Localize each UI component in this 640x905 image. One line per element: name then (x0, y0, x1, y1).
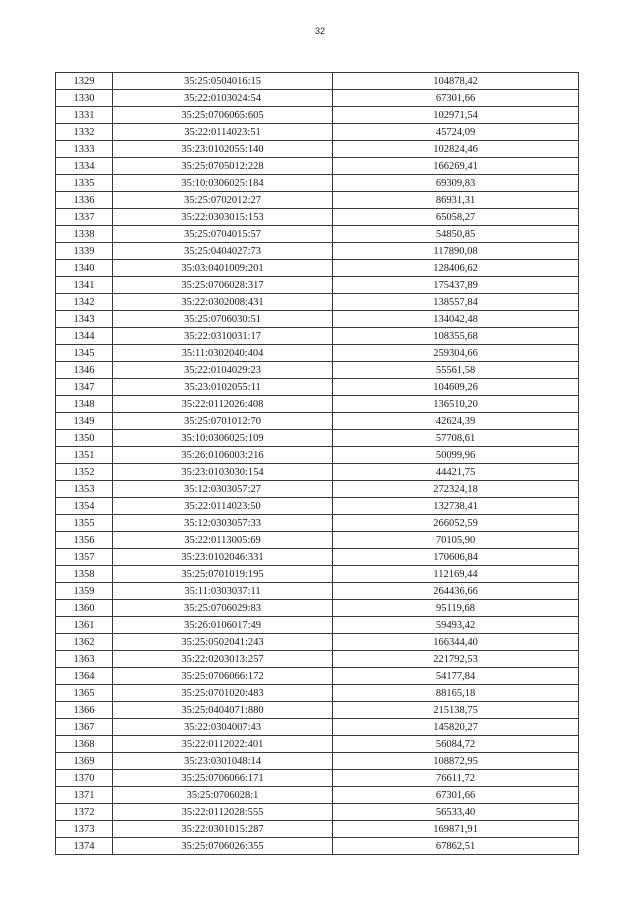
cadastral-number-cell: 35:25:0404027:73 (113, 243, 333, 260)
value-cell: 67301,66 (333, 787, 579, 804)
row-number-cell: 1352 (56, 464, 113, 481)
value-cell: 134042,48 (333, 311, 579, 328)
cadastral-number-cell: 35:22:0114023:50 (113, 498, 333, 515)
table-row (56, 413, 579, 430)
value-cell: 44421,75 (333, 464, 579, 481)
cadastral-number-cell: 35:22:0301015:287 (113, 821, 333, 838)
row-number-cell: 1358 (56, 566, 113, 583)
table-row (56, 498, 579, 515)
cadastral-number-cell: 35:25:0701012:70 (113, 413, 333, 430)
row-number-cell: 1360 (56, 600, 113, 617)
value-cell: 112169,44 (333, 566, 579, 583)
cadastral-number-cell: 35:25:0701019:195 (113, 566, 333, 583)
value-cell: 166269,41 (333, 158, 579, 175)
table-row (56, 685, 579, 702)
row-number-cell: 1374 (56, 838, 113, 855)
value-cell: 128406,62 (333, 260, 579, 277)
value-cell: 56533,40 (333, 804, 579, 821)
table-row (56, 702, 579, 719)
row-number-cell: 1347 (56, 379, 113, 396)
value-cell: 59493,42 (333, 617, 579, 634)
row-number-cell: 1373 (56, 821, 113, 838)
row-number-cell: 1338 (56, 226, 113, 243)
table-row (56, 277, 579, 294)
row-number-cell: 1336 (56, 192, 113, 209)
row-number-cell: 1354 (56, 498, 113, 515)
table-row (56, 328, 579, 345)
table-row (56, 804, 579, 821)
cadastral-number-cell: 35:23:0102046:331 (113, 549, 333, 566)
row-number-cell: 1365 (56, 685, 113, 702)
cadastral-number-cell: 35:25:0706066:172 (113, 668, 333, 685)
row-number-cell: 1345 (56, 345, 113, 362)
cadastral-number-cell: 35:22:0112028:555 (113, 804, 333, 821)
table-row (56, 634, 579, 651)
registry-table-body (56, 73, 579, 855)
value-cell: 215138,75 (333, 702, 579, 719)
cadastral-number-cell: 35:25:0705012:228 (113, 158, 333, 175)
row-number-cell: 1371 (56, 787, 113, 804)
table-row (56, 209, 579, 226)
cadastral-number-cell: 35:22:0114023:51 (113, 124, 333, 141)
cadastral-number-cell: 35:25:0702012:27 (113, 192, 333, 209)
row-number-cell: 1356 (56, 532, 113, 549)
value-cell: 166344,40 (333, 634, 579, 651)
table-row (56, 243, 579, 260)
row-number-cell: 1341 (56, 277, 113, 294)
cadastral-number-cell: 35:22:0302008:431 (113, 294, 333, 311)
cadastral-number-cell: 35:23:0301048:14 (113, 753, 333, 770)
value-cell: 264436,66 (333, 583, 579, 600)
value-cell: 175437,89 (333, 277, 579, 294)
cadastral-number-cell: 35:25:0706065:605 (113, 107, 333, 124)
row-number-cell: 1349 (56, 413, 113, 430)
cadastral-number-cell: 35:22:0203013:257 (113, 651, 333, 668)
row-number-cell: 1366 (56, 702, 113, 719)
value-cell: 117890,08 (333, 243, 579, 260)
row-number-cell: 1350 (56, 430, 113, 447)
table-row (56, 549, 579, 566)
cadastral-number-cell: 35:12:0303057:27 (113, 481, 333, 498)
table-row (56, 124, 579, 141)
value-cell: 65058,27 (333, 209, 579, 226)
table-row (56, 583, 579, 600)
cadastral-number-cell: 35:12:0303057:33 (113, 515, 333, 532)
value-cell: 57708,61 (333, 430, 579, 447)
cadastral-number-cell: 35:25:0706028:317 (113, 277, 333, 294)
table-row (56, 90, 579, 107)
value-cell: 108355,68 (333, 328, 579, 345)
value-cell: 56084,72 (333, 736, 579, 753)
row-number-cell: 1343 (56, 311, 113, 328)
cadastral-number-cell: 35:22:0104029:23 (113, 362, 333, 379)
cadastral-number-cell: 35:26:0106003:216 (113, 447, 333, 464)
value-cell: 54850,85 (333, 226, 579, 243)
value-cell: 69309,83 (333, 175, 579, 192)
row-number-cell: 1333 (56, 141, 113, 158)
row-number-cell: 1362 (56, 634, 113, 651)
table-row (56, 617, 579, 634)
row-number-cell: 1329 (56, 73, 113, 90)
value-cell: 88165,18 (333, 685, 579, 702)
table-row (56, 481, 579, 498)
cadastral-number-cell: 35:03:0401009:201 (113, 260, 333, 277)
value-cell: 132738,41 (333, 498, 579, 515)
row-number-cell: 1332 (56, 124, 113, 141)
table-row (56, 226, 579, 243)
row-number-cell: 1344 (56, 328, 113, 345)
cadastral-number-cell: 35:22:0310031:17 (113, 328, 333, 345)
row-number-cell: 1339 (56, 243, 113, 260)
value-cell: 86931,31 (333, 192, 579, 209)
cadastral-number-cell: 35:22:0112026:408 (113, 396, 333, 413)
value-cell: 169871,91 (333, 821, 579, 838)
row-number-cell: 1355 (56, 515, 113, 532)
row-number-cell: 1346 (56, 362, 113, 379)
table-row (56, 362, 579, 379)
table-row (56, 566, 579, 583)
table-row (56, 141, 579, 158)
row-number-cell: 1337 (56, 209, 113, 226)
row-number-cell: 1363 (56, 651, 113, 668)
table-row (56, 107, 579, 124)
cadastral-number-cell: 35:25:0502041:243 (113, 634, 333, 651)
table-row (56, 73, 579, 90)
row-number-cell: 1330 (56, 90, 113, 107)
row-number-cell: 1361 (56, 617, 113, 634)
value-cell: 145820,27 (333, 719, 579, 736)
value-cell: 102824,46 (333, 141, 579, 158)
value-cell: 70105,90 (333, 532, 579, 549)
row-number-cell: 1353 (56, 481, 113, 498)
value-cell: 54177,84 (333, 668, 579, 685)
row-number-cell: 1351 (56, 447, 113, 464)
row-number-cell: 1370 (56, 770, 113, 787)
table-row (56, 753, 579, 770)
value-cell: 50099,96 (333, 447, 579, 464)
table-row (56, 311, 579, 328)
table-row (56, 651, 579, 668)
table-row (56, 430, 579, 447)
cadastral-number-cell: 35:25:0504016:15 (113, 73, 333, 90)
cadastral-number-cell: 35:22:0103024:54 (113, 90, 333, 107)
table-row (56, 532, 579, 549)
row-number-cell: 1369 (56, 753, 113, 770)
row-number-cell: 1335 (56, 175, 113, 192)
value-cell: 170606,84 (333, 549, 579, 566)
row-number-cell: 1367 (56, 719, 113, 736)
table-row (56, 345, 579, 362)
cadastral-number-cell: 35:10:0306025:184 (113, 175, 333, 192)
cadastral-number-cell: 35:22:0112022:401 (113, 736, 333, 753)
cadastral-number-cell: 35:23:0102055:140 (113, 141, 333, 158)
cadastral-number-cell: 35:25:0706029:83 (113, 600, 333, 617)
table-row (56, 736, 579, 753)
table-row (56, 175, 579, 192)
value-cell: 42624,39 (333, 413, 579, 430)
cadastral-number-cell: 35:23:0103030:154 (113, 464, 333, 481)
table-row (56, 787, 579, 804)
cadastral-number-cell: 35:25:0701020:483 (113, 685, 333, 702)
cadastral-number-cell: 35:22:0303015:153 (113, 209, 333, 226)
cadastral-number-cell: 35:11:0302040:404 (113, 345, 333, 362)
value-cell: 108872,95 (333, 753, 579, 770)
row-number-cell: 1357 (56, 549, 113, 566)
table-row (56, 668, 579, 685)
value-cell: 266052,59 (333, 515, 579, 532)
row-number-cell: 1364 (56, 668, 113, 685)
cadastral-number-cell: 35:11:0303037:11 (113, 583, 333, 600)
cadastral-number-cell: 35:25:0706026:355 (113, 838, 333, 855)
cadastral-number-cell: 35:23:0102055:11 (113, 379, 333, 396)
table-row (56, 838, 579, 855)
value-cell: 45724,09 (333, 124, 579, 141)
value-cell: 104609,26 (333, 379, 579, 396)
page-number: 32 (314, 26, 325, 36)
table-row (56, 447, 579, 464)
value-cell: 67862,51 (333, 838, 579, 855)
row-number-cell: 1331 (56, 107, 113, 124)
table-row (56, 158, 579, 175)
value-cell: 136510,20 (333, 396, 579, 413)
row-number-cell: 1372 (56, 804, 113, 821)
table-row (56, 719, 579, 736)
table-row (56, 464, 579, 481)
value-cell: 95119,68 (333, 600, 579, 617)
row-number-cell: 1368 (56, 736, 113, 753)
cadastral-number-cell: 35:26:0106017:49 (113, 617, 333, 634)
value-cell: 221792,53 (333, 651, 579, 668)
table-row (56, 770, 579, 787)
table-row (56, 515, 579, 532)
cadastral-number-cell: 35:25:0706028:1 (113, 787, 333, 804)
cadastral-number-cell: 35:10:0306025:109 (113, 430, 333, 447)
value-cell: 104878,42 (333, 73, 579, 90)
row-number-cell: 1342 (56, 294, 113, 311)
table-row (56, 396, 579, 413)
cadastral-number-cell: 35:25:0704015:57 (113, 226, 333, 243)
row-number-cell: 1340 (56, 260, 113, 277)
registry-table (55, 72, 579, 855)
value-cell: 67301,66 (333, 90, 579, 107)
row-number-cell: 1334 (56, 158, 113, 175)
table-row (56, 260, 579, 277)
value-cell: 76611,72 (333, 770, 579, 787)
table-row (56, 379, 579, 396)
cadastral-number-cell: 35:25:0404071:880 (113, 702, 333, 719)
cadastral-number-cell: 35:22:0304007:43 (113, 719, 333, 736)
table-row (56, 821, 579, 838)
value-cell: 272324,18 (333, 481, 579, 498)
table-row (56, 192, 579, 209)
cadastral-number-cell: 35:22:0113005:69 (113, 532, 333, 549)
cadastral-number-cell: 35:25:0706030:51 (113, 311, 333, 328)
value-cell: 102971,54 (333, 107, 579, 124)
cadastral-number-cell: 35:25:0706066:171 (113, 770, 333, 787)
table-row (56, 600, 579, 617)
value-cell: 55561,58 (333, 362, 579, 379)
row-number-cell: 1359 (56, 583, 113, 600)
value-cell: 138557,84 (333, 294, 579, 311)
row-number-cell: 1348 (56, 396, 113, 413)
table-row (56, 294, 579, 311)
value-cell: 259304,66 (333, 345, 579, 362)
